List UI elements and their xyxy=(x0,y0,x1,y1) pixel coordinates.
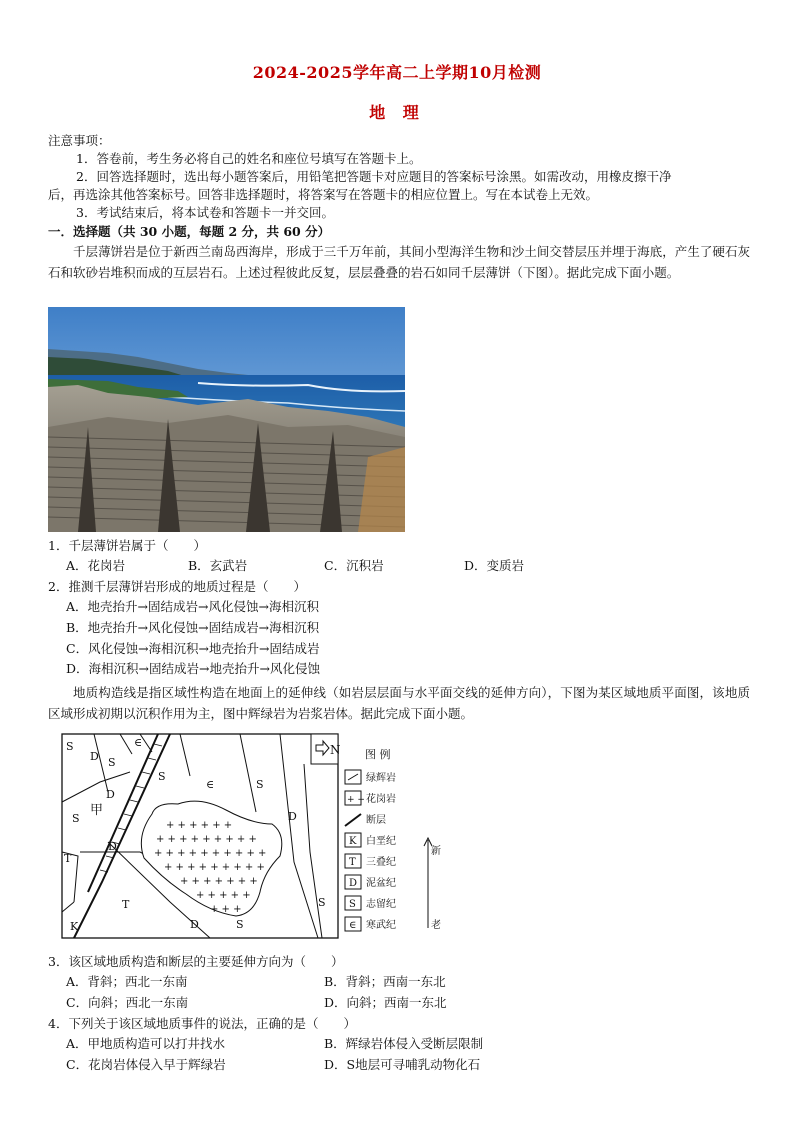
q4-option-a[interactable]: A．甲地质构造可以打井找水 xyxy=(66,1036,226,1051)
q4-option-c[interactable]: C．花岗岩体侵入早于辉绿岩 xyxy=(66,1057,226,1072)
q1-option-d[interactable]: D．变质岩 xyxy=(464,558,525,573)
legend-triassic: 三叠纪 xyxy=(366,857,396,868)
svg-text:+ + +: + + + xyxy=(210,904,242,915)
svg-text:+ + + + + + + + +: + + + + + + + + + xyxy=(164,862,265,873)
q1-option-c[interactable]: C．沉积岩 xyxy=(324,558,384,573)
q2-stem: 2．推测千层薄饼岩形成的地质过程是（ ） xyxy=(48,579,306,594)
legend-cambrian: 寒武纪 xyxy=(366,920,396,931)
notice-item-2a: 2．回答选择题时，选出每小题答案后，用铅笔把答题卡对应题目的答案标号涂黑。如需改动，用橡皮擦干净 xyxy=(76,169,672,184)
jia-label: 甲 xyxy=(90,803,104,818)
stratum-label: D xyxy=(108,840,117,853)
stratum-label: D xyxy=(190,918,199,931)
notice-item-1: 1．答卷前，考生务必将自己的姓名和座位号填写在答题卡上。 xyxy=(76,151,422,166)
legend xyxy=(345,770,441,931)
q2-option-b[interactable]: B．地壳抬升→风化侵蚀→固结成岩→海相沉积 xyxy=(66,620,320,635)
q3-stem: 3．该区域地质构造和断层的主要延伸方向为（ ） xyxy=(48,954,344,969)
section-heading: 一．选择题（共 30 小题，每题 2 分，共 60 分） xyxy=(48,224,331,239)
q3-option-a[interactable]: A．背斜；西北一东南 xyxy=(66,974,188,989)
q2-option-d[interactable]: D．海相沉积→固结成岩→地壳抬升→风化侵蚀 xyxy=(66,661,320,676)
passage-2: 地质构造线是指区域性构造在地面上的延伸线（如岩层层面与水平面交线的延伸方向），下图为某区域地质平面图，该地质区域形成初期以沉积作用为主，图中辉绿岩为岩浆岩体。据此完成下面小题。 xyxy=(48,685,750,721)
notice-item-2b: 后，再选涂其他答案标号。回答非选择题时，将答案写在答题卡的相应位置上。写在本试卷上无效。 xyxy=(48,187,599,202)
passage-1: 千层薄饼岩是位于新西兰南岛西海岸，形成于三千万年前，其间小型海洋生物和沙土间交替层压并埋于海底，产生了硬石灰石和软砂岩堆积而成的互层岩石。上述过程彼此反复，层层叠叠的岩石如同千层薄饼（下图）。据此完成下面小题。 xyxy=(48,244,750,280)
stratum-label: ∈ xyxy=(206,778,215,791)
svg-text:+ +: + + xyxy=(347,795,365,805)
q4-option-d[interactable]: D．S地层可寻哺乳动物化石 xyxy=(324,1057,481,1072)
q3-option-d[interactable]: D．向斜；西南一东北 xyxy=(324,995,447,1010)
stratum-label: S xyxy=(318,896,326,909)
subject-title: 地 理 xyxy=(369,103,425,122)
q4-stem: 4．下列关于该区域地质事件的说法，正确的是（ ） xyxy=(48,1016,356,1031)
legend-devonian: 泥盆纪 xyxy=(366,878,396,889)
exam-title: 2024-2025学年高二上学期10月检测 xyxy=(252,63,542,82)
q1-stem: 1．千层薄饼岩属于（ ） xyxy=(48,538,206,553)
north-label: N xyxy=(330,743,341,757)
stratum-label: D xyxy=(288,810,297,823)
stratum-label: K xyxy=(70,920,79,933)
stratum-label: S xyxy=(66,740,74,753)
stratum-label: S xyxy=(72,812,80,825)
legend-granite: 花岗岩 xyxy=(366,794,396,805)
stratum-label: S xyxy=(108,756,116,769)
stratum-label: T xyxy=(122,898,130,911)
legend-symbol: D xyxy=(349,878,358,889)
q1-option-a[interactable]: A．花岗岩 xyxy=(66,558,126,573)
legend-symbol: T xyxy=(349,857,356,868)
geologic-map xyxy=(60,732,450,942)
q2-option-a[interactable]: A．地壳抬升→固结成岩→风化侵蚀→海相沉积 xyxy=(66,599,319,614)
legend-title: 图 例 xyxy=(365,748,391,761)
svg-text:+ + + + + +: + + + + + + xyxy=(166,820,233,831)
svg-text:+ + + + +: + + + + + xyxy=(196,890,251,901)
stratum-label: D xyxy=(106,788,115,801)
svg-text:+ + + + + + + + +: + + + + + + + + + xyxy=(156,834,257,845)
legend-old-label: 老 xyxy=(431,920,441,931)
legend-symbol: K xyxy=(349,836,357,847)
legend-fault: 断层 xyxy=(366,815,386,826)
legend-silurian: 志留纪 xyxy=(366,899,396,910)
q2-option-c[interactable]: C．风化侵蚀→海相沉积→地壳抬升→固结成岩 xyxy=(66,641,320,656)
stratum-label: S xyxy=(158,770,166,783)
notice-heading: 注意事项： xyxy=(48,133,111,148)
legend-diabase: 绿辉岩 xyxy=(366,773,396,784)
stratum-label: S xyxy=(256,778,264,791)
stratum-label: T xyxy=(64,852,72,865)
notice-item-3: 3．考试结束后，将本试卷和答题卡一并交回。 xyxy=(76,205,334,220)
pancake-rocks-photo xyxy=(48,307,405,532)
legend-symbol: ∈ xyxy=(349,920,357,931)
svg-text:+ + + + + + +: + + + + + + + xyxy=(180,876,258,887)
legend-new-label: 新 xyxy=(431,846,441,857)
stratum-label: S xyxy=(236,918,244,931)
stratum-label: ∈ xyxy=(134,736,143,749)
q4-option-b[interactable]: B．辉绿岩体侵入受断层限制 xyxy=(324,1036,484,1051)
svg-text:+ + + + + + + + + +: + + + + + + + + + + xyxy=(154,848,267,859)
legend-symbol: S xyxy=(349,899,356,910)
q3-option-c[interactable]: C．向斜；西北一东南 xyxy=(66,995,189,1010)
q1-option-b[interactable]: B．玄武岩 xyxy=(188,558,248,573)
stratum-label: D xyxy=(90,750,99,763)
q3-option-b[interactable]: B．背斜；西南一东北 xyxy=(324,974,446,989)
legend-cretaceous: 白垩纪 xyxy=(366,836,396,847)
